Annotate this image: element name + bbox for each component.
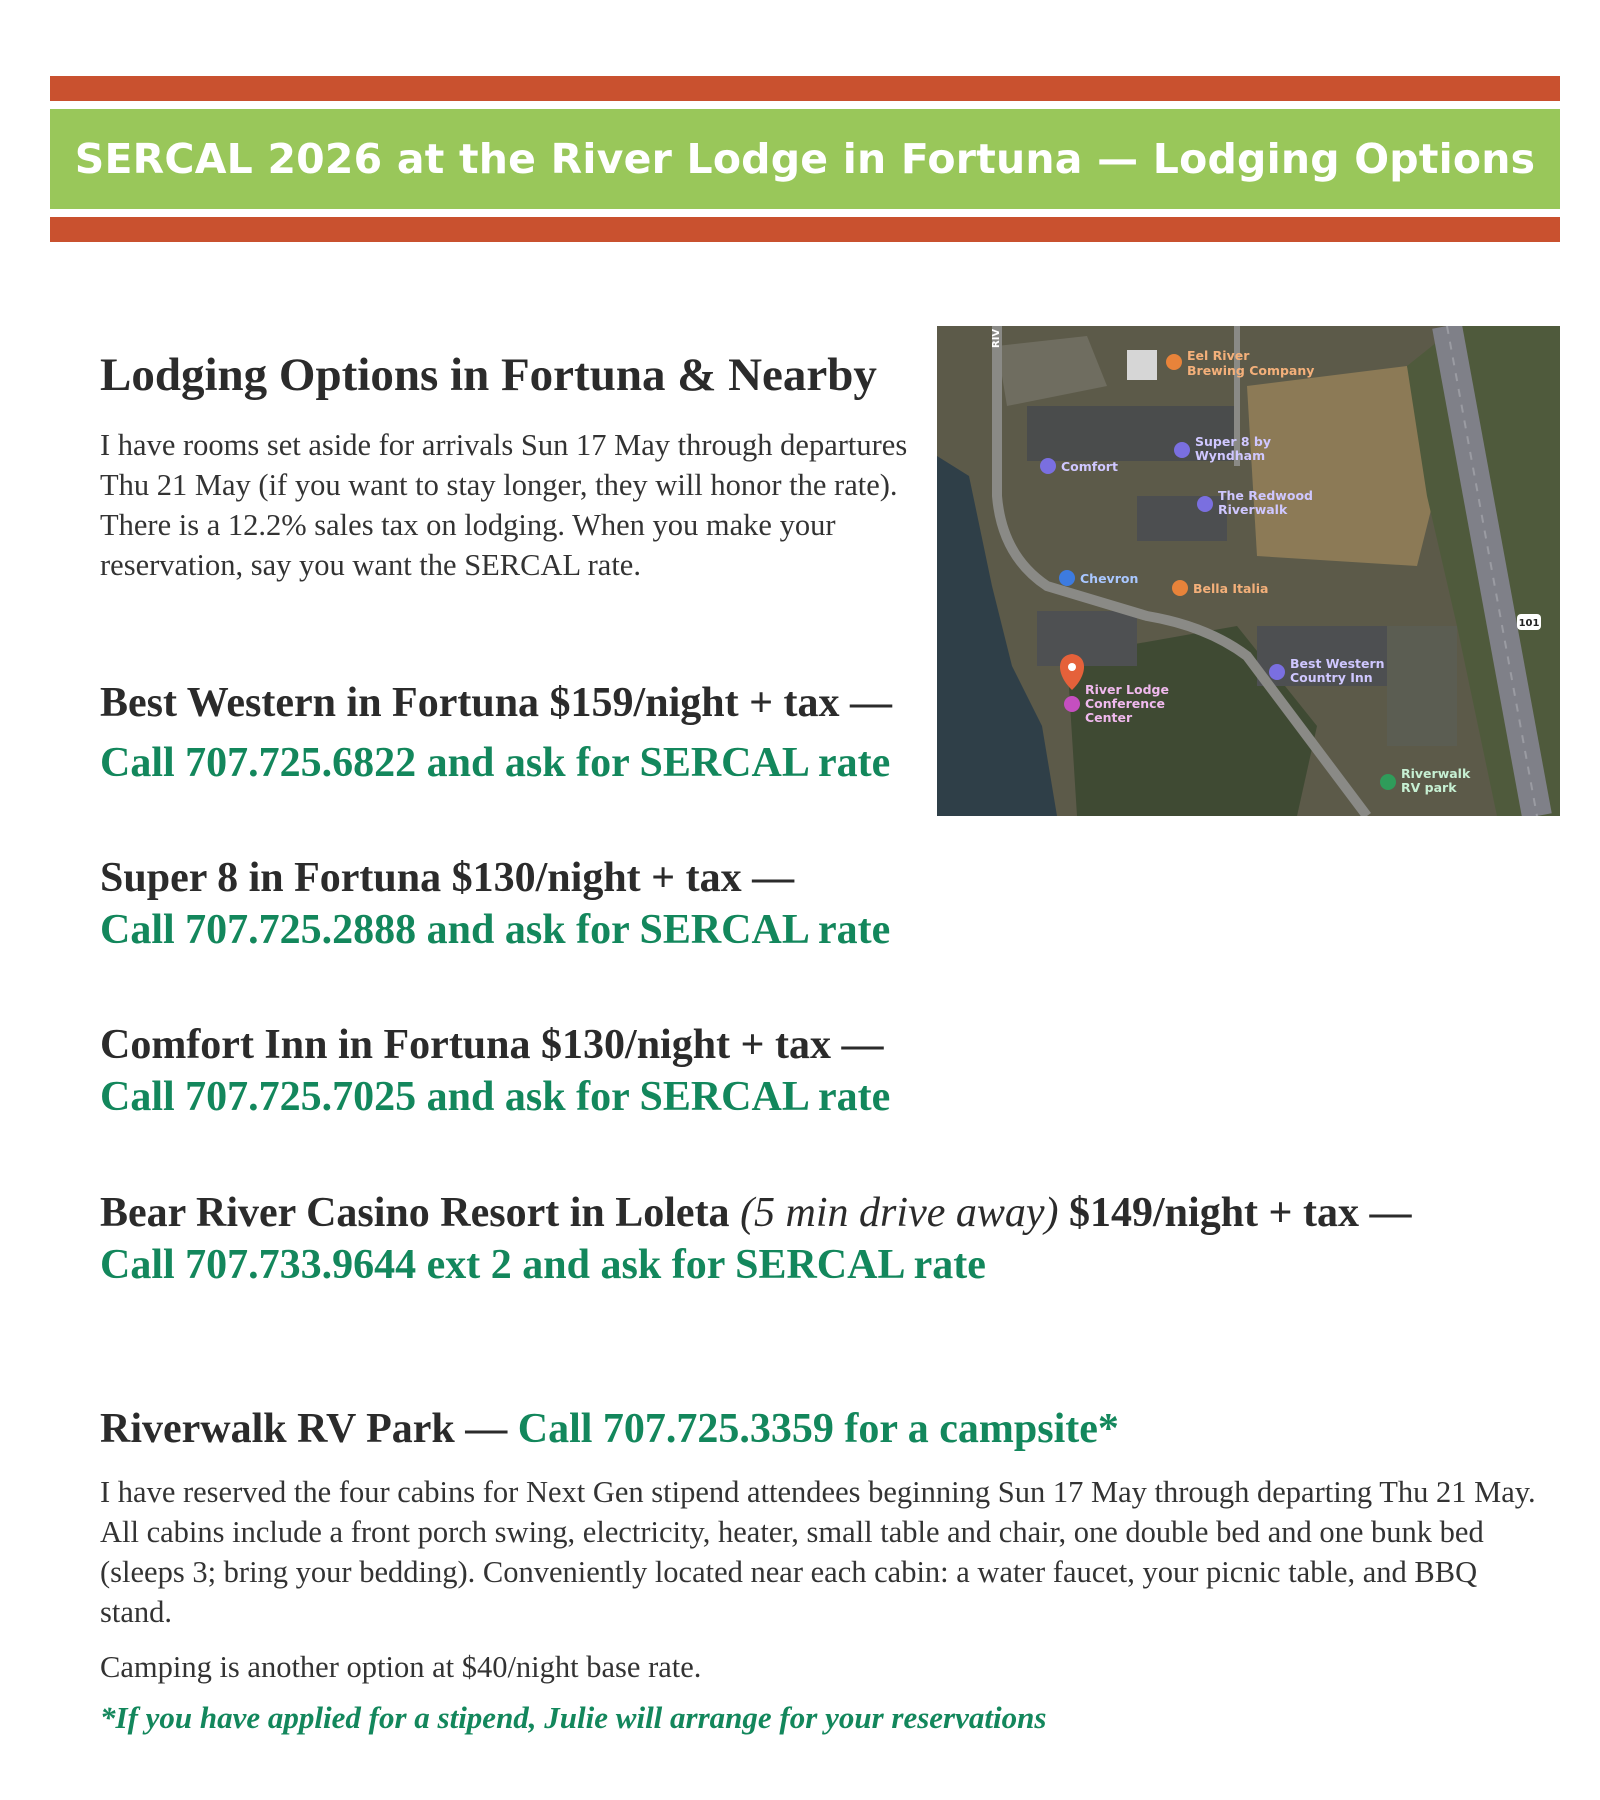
stipend-note: *If you have applied for a stipend, Julie will arrange for your reservations: [100, 1700, 1047, 1735]
map-label: Eel River: [1187, 348, 1250, 363]
listing-price: $149/night + tax —: [1069, 1190, 1412, 1236]
area-map: [937, 326, 1560, 816]
map-label: Comfort: [1061, 459, 1118, 474]
intro-text: I have rooms set aside for arrivals Sun 17 May through departures Thu 21 May (if you want to stay longer, they will honor the rate). There is a 12.2% sales tax on lodging. When you make your reservation, say you want the SERCAL rate.: [100, 428, 908, 582]
listing-name: [100, 1187, 1411, 1239]
map-label: Riverwalk: [1218, 502, 1288, 517]
restaurant-marker: [1172, 580, 1188, 596]
title-banner: [50, 109, 1560, 209]
map-label: Wyndham: [1195, 448, 1266, 463]
rv-phone: Call 707.725.3359 for a campsite*: [517, 1406, 1119, 1452]
header-top-stripe: [50, 76, 1560, 101]
venue-marker: [1064, 696, 1080, 712]
listing-phone: Call 707.725.6822 and ask for SERCAL rate: [100, 740, 891, 786]
hotel-marker: [1040, 458, 1056, 474]
listing-bear-river: [100, 1187, 1411, 1291]
listing-phone: Call 707.733.9644 ext 2 and ask for SERCAL rate: [100, 1242, 986, 1288]
listing-phone: Call 707.725.7025 and ask for SERCAL rate: [100, 1074, 891, 1120]
listing-super-8: [100, 852, 890, 956]
listing-name: Best Western in Fortuna $159/night + tax —: [100, 680, 893, 726]
listing-comfort-inn: [100, 1019, 890, 1123]
header-bottom-stripe: [50, 217, 1560, 242]
map-label: The Redwood: [1218, 488, 1313, 503]
listing-name: [100, 1403, 1119, 1455]
parking-lot: [1037, 611, 1137, 666]
rv-lots: [1387, 626, 1457, 746]
hotel-marker: [1269, 664, 1285, 680]
road-label: RIV: [991, 328, 1002, 348]
rv-camping-text: Camping is another option at $40/night base rate.: [100, 1650, 702, 1684]
map-label: Bella Italia: [1193, 581, 1269, 596]
building: [1137, 496, 1227, 541]
listing-name: Comfort Inn in Fortuna $130/night + tax —: [100, 1022, 884, 1068]
map-label: Super 8 by: [1195, 434, 1271, 449]
rv-park-marker: [1380, 774, 1396, 790]
location-pin-dot: [1068, 663, 1076, 671]
map-label: Conference: [1085, 696, 1166, 711]
gas-station-marker: [1059, 570, 1075, 586]
highway-number: 101: [1518, 618, 1540, 629]
map-label: Country Inn: [1290, 670, 1373, 685]
listing-riverwalk-rv: [100, 1403, 1119, 1455]
page-title: SERCAL 2026 at the River Lodge in Fortuna — Lodging Options: [74, 135, 1536, 183]
field-shape: [1247, 366, 1437, 566]
rv-description: I have reserved the four cabins for Next Gen stipend attendees beginning Sun 17 May through departing Thu 21 May. All cabins include a front porch swing, electricity, heater, small table and chair, one double bed and one bunk bed (sleeps 3; bring your bedding). Conveniently located near each cabin: a water faucet, your picnic table, and BBQ stand.: [100, 1475, 1536, 1629]
map-label: Best Western: [1290, 656, 1385, 671]
listing-best-western: [100, 677, 892, 789]
hotel-marker: [1197, 496, 1213, 512]
map-label: Riverwalk: [1401, 766, 1471, 781]
map-label: River Lodge: [1085, 682, 1169, 697]
listing-name: Super 8 in Fortuna $130/night + tax —: [100, 855, 795, 901]
hotel-marker: [1174, 442, 1190, 458]
map-label: RV park: [1401, 780, 1457, 795]
map-label: Chevron: [1080, 571, 1139, 586]
intro-heading: Lodging Options in Fortuna & Nearby: [100, 349, 877, 401]
restaurant-marker: [1166, 354, 1182, 370]
map-label: Center: [1085, 710, 1133, 725]
rv-name: Riverwalk RV Park —: [100, 1406, 508, 1452]
listing-name-main: Bear River Casino Resort in Loleta: [100, 1190, 730, 1236]
listing-drive-note: (5 min drive away): [740, 1190, 1059, 1236]
map-label: Brewing Company: [1187, 363, 1315, 378]
listing-phone: Call 707.725.2888 and ask for SERCAL rate: [100, 907, 891, 953]
building: [1127, 350, 1157, 380]
